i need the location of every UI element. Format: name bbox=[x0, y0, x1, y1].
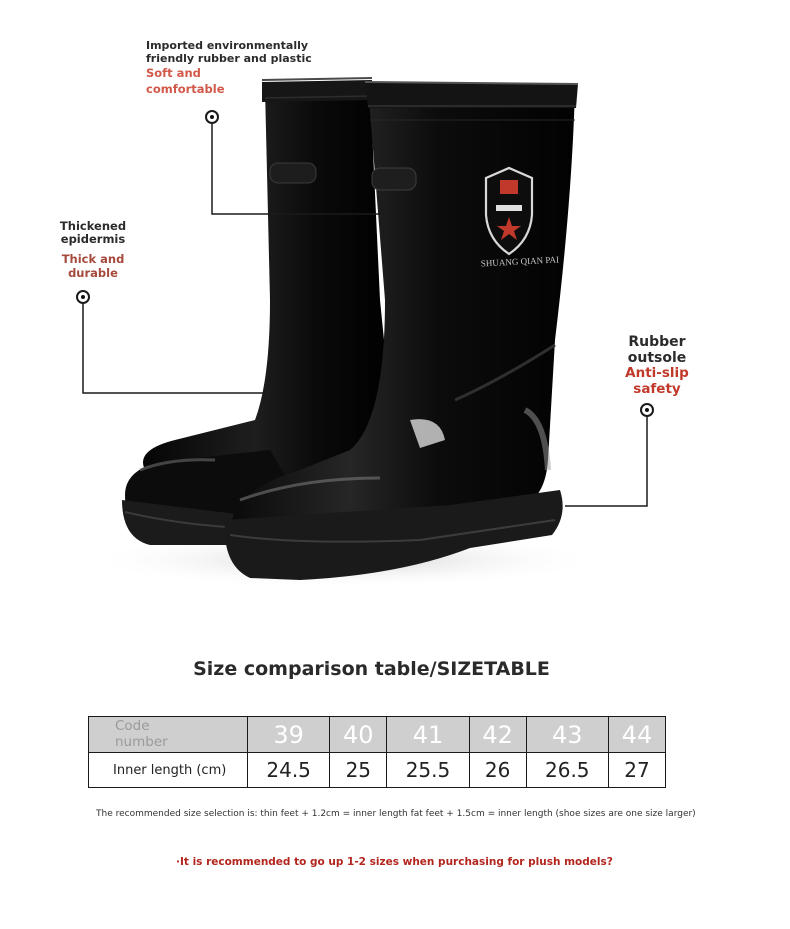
size-cell: 44 bbox=[608, 717, 665, 753]
size-table-length-row bbox=[89, 753, 666, 788]
size-cell: 41 bbox=[387, 717, 469, 753]
code-number-label bbox=[89, 717, 248, 753]
badge-text: SHUANG QIAN PAI bbox=[480, 254, 560, 269]
size-recommendation-note: The recommended size selection is: thin feet + 1.2cm = inner length fat feet + 1.5cm = inner length (shoe sizes are one size larger) bbox=[96, 809, 696, 819]
length-cell: 25.5 bbox=[387, 753, 469, 788]
callout-material-title-2: friendly rubber and plastic bbox=[146, 51, 312, 65]
length-cell: 26.5 bbox=[526, 753, 608, 788]
length-cell: 26 bbox=[469, 753, 526, 788]
inner-length-label: Inner length (cm) bbox=[89, 753, 248, 788]
length-cell: 24.5 bbox=[248, 753, 330, 788]
callout-outsole-title-1: Rubber bbox=[628, 334, 686, 350]
callout-outsole bbox=[620, 334, 694, 397]
size-table-header-row bbox=[89, 717, 666, 753]
code-number-label-1: Code bbox=[115, 717, 150, 734]
length-cell: 27 bbox=[608, 753, 665, 788]
callout-material-sub-1: Soft and bbox=[146, 66, 201, 81]
callout-outsole-sub-1: Anti-slip bbox=[625, 365, 689, 382]
callout-material-title-1: Imported environmentally bbox=[146, 39, 309, 52]
callout-material-sub-2: comfortable bbox=[146, 81, 225, 96]
plush-sizing-warning: ·It is recommended to go up 1-2 sizes when purchasing for plush models? bbox=[176, 856, 613, 868]
size-table bbox=[88, 716, 666, 788]
code-number-label-2: number bbox=[115, 733, 168, 750]
size-cell: 40 bbox=[330, 717, 387, 753]
callout-epidermis bbox=[38, 220, 148, 280]
callout-outsole-title-2: outsole bbox=[627, 350, 687, 367]
size-cell: 42 bbox=[469, 717, 526, 753]
size-table-title: Size comparison table/SIZETABLE bbox=[193, 658, 550, 680]
callout-material bbox=[146, 40, 316, 96]
callout-epidermis-title-2: epidermis bbox=[60, 232, 126, 247]
callout-outsole-sub-2: safety bbox=[633, 380, 681, 397]
length-cell: 25 bbox=[330, 753, 387, 788]
callout-line-right bbox=[565, 416, 647, 506]
size-cell: 39 bbox=[248, 717, 330, 753]
size-cell: 43 bbox=[526, 717, 608, 753]
callout-epidermis-title-1: Thickened bbox=[59, 219, 127, 233]
callout-line-left bbox=[83, 304, 270, 393]
callout-dot-left bbox=[76, 290, 90, 304]
callout-epidermis-sub: Thick and durable bbox=[61, 252, 125, 280]
callout-dot-right bbox=[640, 403, 654, 417]
callout-dot-top bbox=[205, 110, 219, 124]
